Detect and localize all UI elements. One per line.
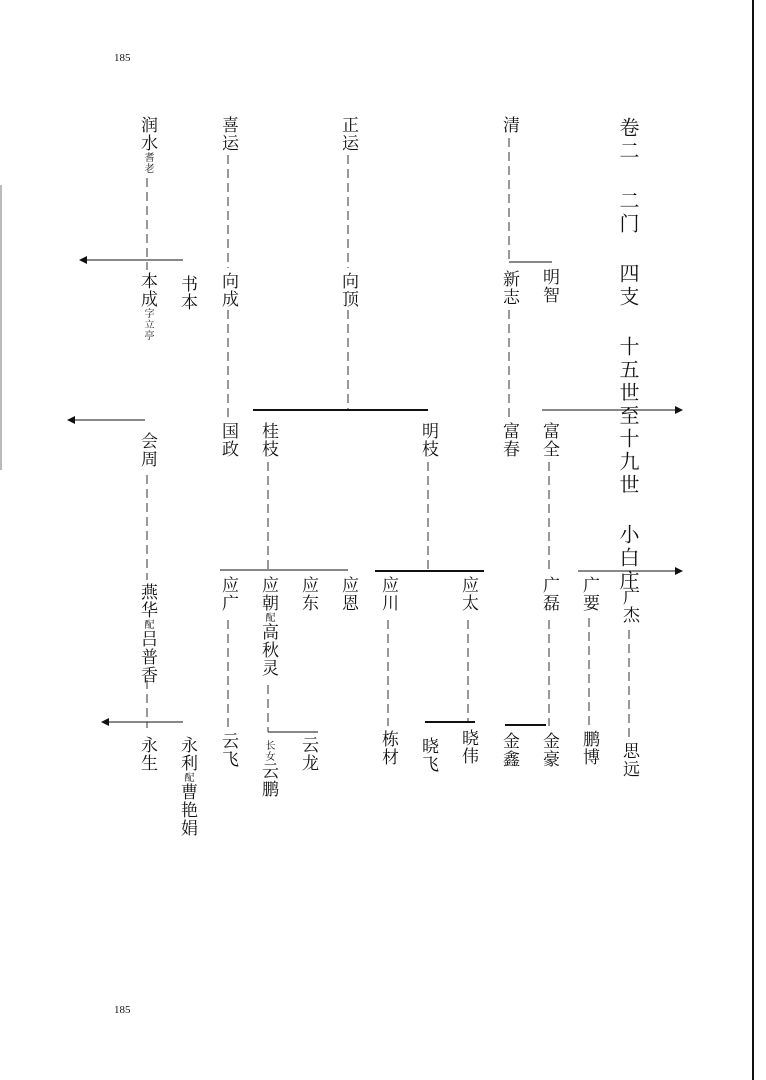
person-mingzhi: 明枝 <box>418 422 438 458</box>
person-fuchun: 富春 <box>499 422 519 458</box>
person-yongsheng: 永生 <box>137 736 157 772</box>
person-yunfei: 云飞 <box>218 732 238 768</box>
person-name: 本成 <box>137 272 157 308</box>
person-fuquan: 富全 <box>539 422 559 458</box>
person-guangjie: 广杰 <box>619 588 639 624</box>
person-name: 润水 <box>137 116 157 152</box>
person-huizhou: 会周 <box>137 432 157 468</box>
person-yongli <box>178 736 195 837</box>
person-qing: 清 <box>499 116 519 134</box>
person-xiangding: 向顶 <box>338 272 358 308</box>
person-yingchuan: 应川 <box>378 576 398 612</box>
person-note: 字立亭 <box>142 308 153 341</box>
page-number-bottom: 185 <box>114 1004 131 1016</box>
spouse-name: 曹艳娟 <box>177 783 197 837</box>
spouse-mark: 配 <box>182 772 193 783</box>
person-pengbo: 鹏博 <box>579 730 599 766</box>
spouse-mark: 配 <box>263 612 274 623</box>
spouse-name: 高秋灵 <box>258 623 278 677</box>
spouse-name: 吕普香 <box>137 630 157 684</box>
person-name: 燕华 <box>137 583 157 619</box>
page-title: 卷二 二门 四支 十五世至十九世 小白庄 <box>616 117 640 593</box>
spouse-mark: 配 <box>142 619 153 630</box>
person-siyuan: 思远 <box>619 742 639 778</box>
person-dongcai: 栋材 <box>378 730 398 766</box>
person-yingdong: 应东 <box>298 576 318 612</box>
person-yingchao <box>259 576 276 677</box>
page-number-top: 185 <box>114 52 131 64</box>
person-note: 长女 <box>263 740 274 762</box>
person-benchen <box>138 272 155 341</box>
person-yanhua <box>138 583 155 684</box>
person-yingen: 应恩 <box>338 576 358 612</box>
person-jinhao: 金豪 <box>539 732 559 768</box>
person-guizhi: 桂枝 <box>258 422 278 458</box>
person-xiyun: 喜运 <box>218 116 238 152</box>
person-yunlong: 云龙 <box>298 736 318 772</box>
person-note: 耆老 <box>142 152 153 174</box>
person-yunpeng <box>259 740 276 798</box>
person-name: 永利 <box>177 736 197 772</box>
person-zhengyun: 正运 <box>338 116 358 152</box>
person-yingguang: 应广 <box>218 576 238 612</box>
person-runshui <box>138 116 155 174</box>
person-name: 云鹏 <box>258 762 278 798</box>
person-yingtai: 应太 <box>458 576 478 612</box>
person-xiangcheng: 向成 <box>218 272 238 308</box>
person-xinzhi: 新志 <box>499 270 519 306</box>
person-xiaowei: 晓伟 <box>458 729 478 765</box>
person-guanglei: 广磊 <box>539 576 559 612</box>
person-guozheng: 国政 <box>218 422 238 458</box>
person-xiaofei: 晓飞 <box>418 737 438 773</box>
person-mingzhi2: 明智 <box>539 268 559 304</box>
person-shuben: 书本 <box>177 275 197 311</box>
person-guangyao: 广要 <box>579 576 599 612</box>
person-name: 应朝 <box>258 576 278 612</box>
person-jinxin: 金鑫 <box>499 732 519 768</box>
